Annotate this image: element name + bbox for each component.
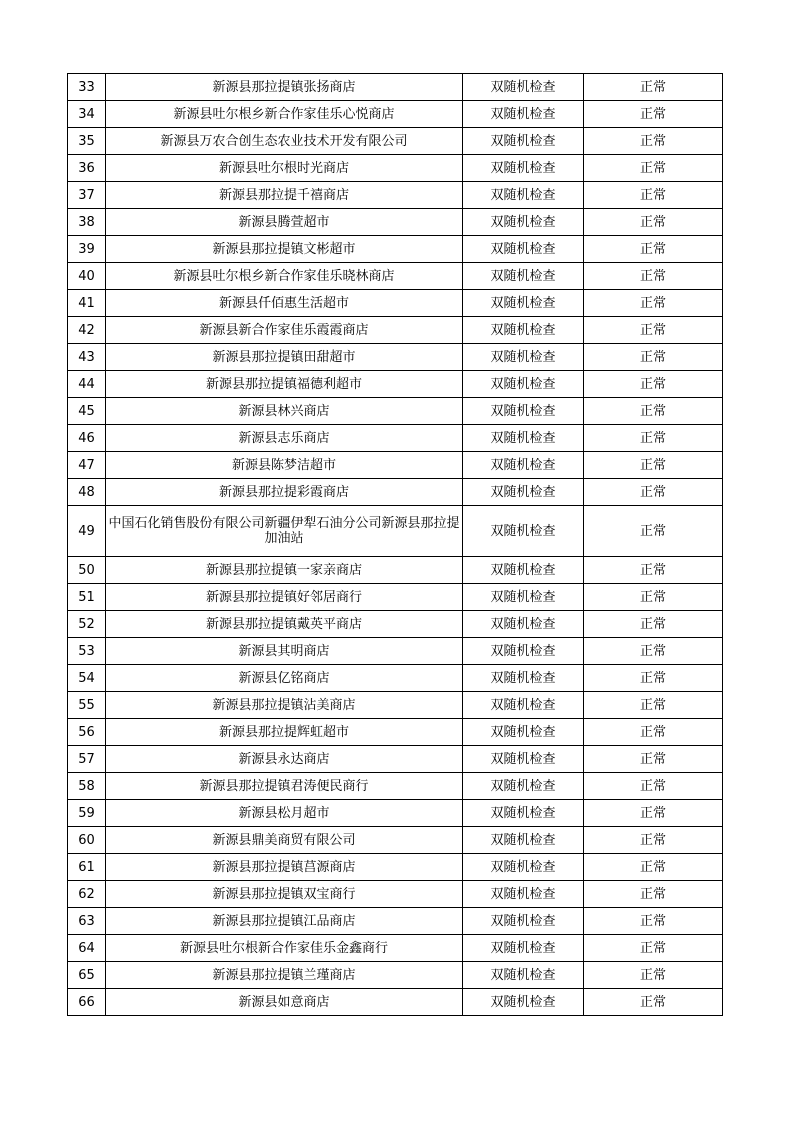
table-row — [68, 989, 723, 1016]
business-name-cell: 新源县吐尔根新合作家佳乐金鑫商行 — [106, 935, 463, 962]
inspection-method-cell: 双随机检查 — [463, 935, 584, 962]
business-name-cell: 新源县那拉提彩霞商店 — [106, 479, 463, 506]
business-name-cell: 新源县新合作家佳乐霞霞商店 — [106, 317, 463, 344]
inspection-result-cell: 正常 — [584, 692, 723, 719]
inspection-result-cell: 正常 — [584, 506, 723, 557]
inspection-method-cell: 双随机检查 — [463, 800, 584, 827]
business-name-cell: 新源县永达商店 — [106, 746, 463, 773]
row-number-cell: 61 — [68, 854, 106, 881]
inspection-method-cell: 双随机检查 — [463, 665, 584, 692]
inspection-method-cell: 双随机检查 — [463, 962, 584, 989]
business-name-cell: 新源县鼎美商贸有限公司 — [106, 827, 463, 854]
row-number-cell: 62 — [68, 881, 106, 908]
table-row — [68, 506, 723, 557]
table-row — [68, 263, 723, 290]
row-number-cell: 33 — [68, 74, 106, 101]
table-row — [68, 182, 723, 209]
table-body — [68, 74, 723, 1016]
inspection-method-cell: 双随机检查 — [463, 611, 584, 638]
inspection-result-cell: 正常 — [584, 962, 723, 989]
table-row — [68, 746, 723, 773]
row-number-cell: 56 — [68, 719, 106, 746]
inspection-method-cell: 双随机检查 — [463, 263, 584, 290]
table-row — [68, 881, 723, 908]
business-name-cell: 新源县那拉提镇莒源商店 — [106, 854, 463, 881]
row-number-cell: 60 — [68, 827, 106, 854]
inspection-result-cell: 正常 — [584, 425, 723, 452]
table-row — [68, 908, 723, 935]
inspection-result-cell: 正常 — [584, 854, 723, 881]
inspection-result-cell: 正常 — [584, 881, 723, 908]
inspection-result-cell: 正常 — [584, 665, 723, 692]
business-name-cell: 新源县如意商店 — [106, 989, 463, 1016]
business-name-cell: 新源县吐尔根乡新合作家佳乐心悦商店 — [106, 101, 463, 128]
row-number-cell: 48 — [68, 479, 106, 506]
table-row — [68, 719, 723, 746]
business-name-cell: 中国石化销售股份有限公司新疆伊犁石油分公司新源县那拉提加油站 — [106, 506, 463, 557]
inspection-method-cell: 双随机检查 — [463, 182, 584, 209]
inspection-method-cell: 双随机检查 — [463, 881, 584, 908]
inspection-result-cell: 正常 — [584, 290, 723, 317]
inspection-result-cell: 正常 — [584, 236, 723, 263]
inspection-result-cell: 正常 — [584, 746, 723, 773]
inspection-method-cell: 双随机检查 — [463, 101, 584, 128]
row-number-cell: 57 — [68, 746, 106, 773]
inspection-method-cell: 双随机检查 — [463, 908, 584, 935]
row-number-cell: 65 — [68, 962, 106, 989]
table-row — [68, 935, 723, 962]
inspection-result-cell: 正常 — [584, 773, 723, 800]
table-row — [68, 665, 723, 692]
table-row — [68, 425, 723, 452]
table-row — [68, 692, 723, 719]
inspection-method-cell: 双随机检查 — [463, 854, 584, 881]
row-number-cell: 55 — [68, 692, 106, 719]
inspection-result-cell: 正常 — [584, 344, 723, 371]
inspection-result-cell: 正常 — [584, 398, 723, 425]
inspection-result-cell: 正常 — [584, 74, 723, 101]
row-number-cell: 44 — [68, 371, 106, 398]
business-name-cell: 新源县那拉提镇田甜超市 — [106, 344, 463, 371]
row-number-cell: 66 — [68, 989, 106, 1016]
inspection-result-cell: 正常 — [584, 584, 723, 611]
business-name-cell: 新源县那拉提镇一家亲商店 — [106, 557, 463, 584]
inspection-result-cell: 正常 — [584, 989, 723, 1016]
table-row — [68, 452, 723, 479]
table-row — [68, 74, 723, 101]
row-number-cell: 36 — [68, 155, 106, 182]
inspection-method-cell: 双随机检查 — [463, 692, 584, 719]
inspection-result-cell: 正常 — [584, 101, 723, 128]
inspection-result-cell: 正常 — [584, 317, 723, 344]
business-name-cell: 新源县那拉提千禧商店 — [106, 182, 463, 209]
inspection-result-cell: 正常 — [584, 719, 723, 746]
row-number-cell: 42 — [68, 317, 106, 344]
row-number-cell: 59 — [68, 800, 106, 827]
row-number-cell: 35 — [68, 128, 106, 155]
business-name-cell: 新源县亿铭商店 — [106, 665, 463, 692]
inspection-method-cell: 双随机检查 — [463, 425, 584, 452]
table-row — [68, 344, 723, 371]
business-name-cell: 新源县那拉提镇张扬商店 — [106, 74, 463, 101]
inspection-result-cell: 正常 — [584, 638, 723, 665]
table-row — [68, 611, 723, 638]
row-number-cell: 51 — [68, 584, 106, 611]
table-row — [68, 290, 723, 317]
business-name-cell: 新源县那拉提镇双宝商行 — [106, 881, 463, 908]
row-number-cell: 46 — [68, 425, 106, 452]
inspection-result-cell: 正常 — [584, 128, 723, 155]
inspection-result-cell: 正常 — [584, 452, 723, 479]
inspection-results-table — [67, 73, 723, 1016]
inspection-method-cell: 双随机检查 — [463, 827, 584, 854]
inspection-method-cell: 双随机检查 — [463, 236, 584, 263]
row-number-cell: 43 — [68, 344, 106, 371]
inspection-method-cell: 双随机检查 — [463, 773, 584, 800]
business-name-cell: 新源县那拉提镇沾美商店 — [106, 692, 463, 719]
business-name-cell: 新源县腾萱超市 — [106, 209, 463, 236]
business-name-cell: 新源县仟佰惠生活超市 — [106, 290, 463, 317]
inspection-result-cell: 正常 — [584, 371, 723, 398]
business-name-cell: 新源县吐尔根乡新合作家佳乐晓林商店 — [106, 263, 463, 290]
row-number-cell: 47 — [68, 452, 106, 479]
table-row — [68, 155, 723, 182]
business-name-cell: 新源县那拉提镇江品商店 — [106, 908, 463, 935]
inspection-method-cell: 双随机检查 — [463, 317, 584, 344]
inspection-result-cell: 正常 — [584, 263, 723, 290]
inspection-method-cell: 双随机检查 — [463, 452, 584, 479]
inspection-method-cell: 双随机检查 — [463, 719, 584, 746]
row-number-cell: 38 — [68, 209, 106, 236]
row-number-cell: 53 — [68, 638, 106, 665]
business-name-cell: 新源县陈梦洁超市 — [106, 452, 463, 479]
table-row — [68, 584, 723, 611]
row-number-cell: 39 — [68, 236, 106, 263]
inspection-result-cell: 正常 — [584, 479, 723, 506]
row-number-cell: 49 — [68, 506, 106, 557]
inspection-result-cell: 正常 — [584, 908, 723, 935]
inspection-result-cell: 正常 — [584, 935, 723, 962]
inspection-result-cell: 正常 — [584, 155, 723, 182]
row-number-cell: 50 — [68, 557, 106, 584]
business-name-cell: 新源县吐尔根时光商店 — [106, 155, 463, 182]
table-row — [68, 800, 723, 827]
row-number-cell: 64 — [68, 935, 106, 962]
row-number-cell: 58 — [68, 773, 106, 800]
row-number-cell: 54 — [68, 665, 106, 692]
table-row — [68, 479, 723, 506]
inspection-method-cell: 双随机检查 — [463, 371, 584, 398]
table-row — [68, 209, 723, 236]
row-number-cell: 37 — [68, 182, 106, 209]
table-row — [68, 557, 723, 584]
table-row — [68, 962, 723, 989]
inspection-result-cell: 正常 — [584, 209, 723, 236]
inspection-result-cell: 正常 — [584, 827, 723, 854]
inspection-method-cell: 双随机检查 — [463, 746, 584, 773]
row-number-cell: 34 — [68, 101, 106, 128]
table-row — [68, 371, 723, 398]
inspection-method-cell: 双随机检查 — [463, 128, 584, 155]
row-number-cell: 63 — [68, 908, 106, 935]
inspection-method-cell: 双随机检查 — [463, 344, 584, 371]
business-name-cell: 新源县那拉提镇兰瑾商店 — [106, 962, 463, 989]
row-number-cell: 45 — [68, 398, 106, 425]
inspection-method-cell: 双随机检查 — [463, 584, 584, 611]
business-name-cell: 新源县那拉提镇君涛便民商行 — [106, 773, 463, 800]
inspection-method-cell: 双随机检查 — [463, 398, 584, 425]
inspection-method-cell: 双随机检查 — [463, 209, 584, 236]
table-row — [68, 773, 723, 800]
table-row — [68, 854, 723, 881]
inspection-method-cell: 双随机检查 — [463, 290, 584, 317]
inspection-result-cell: 正常 — [584, 182, 723, 209]
table-row — [68, 101, 723, 128]
inspection-method-cell: 双随机检查 — [463, 74, 584, 101]
business-name-cell: 新源县万农合创生态农业技术开发有限公司 — [106, 128, 463, 155]
business-name-cell: 新源县松月超市 — [106, 800, 463, 827]
business-name-cell: 新源县那拉提镇福德利超市 — [106, 371, 463, 398]
inspection-method-cell: 双随机检查 — [463, 506, 584, 557]
table-row — [68, 827, 723, 854]
inspection-method-cell: 双随机检查 — [463, 155, 584, 182]
inspection-result-cell: 正常 — [584, 800, 723, 827]
inspection-result-cell: 正常 — [584, 557, 723, 584]
row-number-cell: 41 — [68, 290, 106, 317]
business-name-cell: 新源县志乐商店 — [106, 425, 463, 452]
table-row — [68, 398, 723, 425]
row-number-cell: 52 — [68, 611, 106, 638]
row-number-cell: 40 — [68, 263, 106, 290]
business-name-cell: 新源县那拉提辉虹超市 — [106, 719, 463, 746]
table-row — [68, 317, 723, 344]
business-name-cell: 新源县那拉提镇文彬超市 — [106, 236, 463, 263]
inspection-result-cell: 正常 — [584, 611, 723, 638]
business-name-cell: 新源县其明商店 — [106, 638, 463, 665]
inspection-method-cell: 双随机检查 — [463, 557, 584, 584]
table-row — [68, 236, 723, 263]
inspection-method-cell: 双随机检查 — [463, 479, 584, 506]
table-row — [68, 638, 723, 665]
business-name-cell: 新源县那拉提镇好邻居商行 — [106, 584, 463, 611]
inspection-method-cell: 双随机检查 — [463, 638, 584, 665]
table-row — [68, 128, 723, 155]
business-name-cell: 新源县那拉提镇戴英平商店 — [106, 611, 463, 638]
business-name-cell: 新源县林兴商店 — [106, 398, 463, 425]
inspection-method-cell: 双随机检查 — [463, 989, 584, 1016]
